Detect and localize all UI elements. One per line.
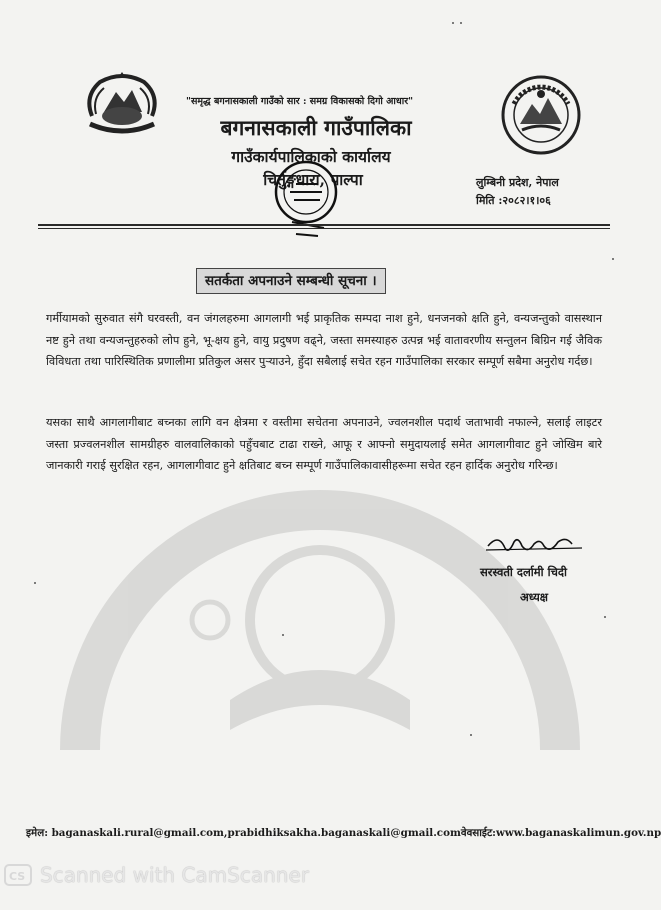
municipality-logo-icon	[500, 74, 582, 156]
scan-speck	[612, 258, 614, 260]
signatory-designation: अध्यक्ष	[520, 590, 549, 604]
scanner-watermark	[4, 860, 309, 890]
organization-name: बगनासकाली गाउँपालिका	[220, 115, 412, 140]
scanner-text: Scanned with CamScanner	[40, 863, 309, 887]
notice-paragraph-2: यसका साथै आगलागीबाट बच्नका लागि वन क्षेत्रमा र वस्तीमा सचेतना अपनाउने, ज्वलनशील पदार्थ जताभावी नफाल्ने, सलाई लाइटर जस्ता प्रज्वलनशील सामग्रीहरु वालवालिकाको पहुँचबाट टाढा राख्ने, आफू र आफ्नो समुदायलाई समेत आगलागीवाट हुने जोखिम बारे जानकारी गराई सुरक्षित रहन, आगलागीवाट हुने क्षतिबाट बच्न सम्पूर्ण गाउँपालिकावासीहरूमा सचेत रहन हार्दिक अनुरोध गरिन्छ।	[46, 416, 602, 472]
website-label: वेवसाईट:	[460, 827, 496, 839]
signatory-name: सरस्वती दर्लामी चिदी	[480, 565, 567, 579]
notice-paragraph-1: गर्मीयामको सुरुवात संगै घरवस्ती, वन जंगलहरुमा आगलागी भई प्राकृतिक सम्पदा नाश हुने, धनजनको क्षति हुने, वन्यजन्तुको वासस्थान नष्ट हुने तथा वन्यजन्तुहरुको लोप हुने, भू-क्षय हुने, वायु प्रदुषण वढ्ने, जस्ता समस्याहरु उत्पन्न भई वातावरणीय सन्तुलन बिग्रिन गई जैविक विविधता तथा पारिस्थितिक प्रणालीमा प्रतिकुल असर पुऱ्याउने, हुँदा सबैलाई सचेत रहन गाउँपालिका सरकार सम्पूर्ण सबैमा अनुरोध गर्दछ।	[46, 312, 602, 368]
slogan: "समृद्ध बगनासकाली गाउँको सार : समग्र विकासको दिगो आधार"	[186, 96, 414, 107]
notice-title: सतर्कता अपनाउने सम्बन्धी सूचना ।	[196, 268, 386, 294]
scan-speck	[282, 634, 284, 636]
header-divider	[38, 224, 610, 226]
website-url: www.baganaskalimun.gov.np	[495, 827, 661, 839]
footer-contact	[26, 826, 661, 840]
header-divider-thin	[38, 228, 610, 229]
nepal-emblem-icon	[78, 72, 166, 142]
official-stamp-icon	[262, 152, 350, 240]
scan-speck	[460, 22, 462, 24]
date-label: मिति :२०८२।१।०६	[476, 194, 551, 207]
scan-speck	[470, 734, 472, 736]
email-addresses: baganaskali.rural@gmail.com,prabidhiksakha.baganaskali@gmail.com	[51, 827, 461, 839]
office-name: गाउँकार्यपालिकाको कार्यालय	[231, 147, 391, 166]
camscanner-icon	[4, 864, 32, 886]
watermark-emblem-icon	[60, 470, 580, 770]
signature-icon	[484, 532, 584, 560]
scan-speck	[452, 22, 454, 24]
office-address: चिर्तुङ्गधारा, पाल्पा	[263, 170, 363, 189]
province-label: लुम्बिनी प्रदेश, नेपाल	[476, 176, 559, 189]
scan-speck	[34, 582, 36, 584]
scan-speck	[604, 616, 606, 618]
svg-text:CS: CS	[9, 870, 26, 883]
email-label: इमेल:	[26, 827, 48, 839]
